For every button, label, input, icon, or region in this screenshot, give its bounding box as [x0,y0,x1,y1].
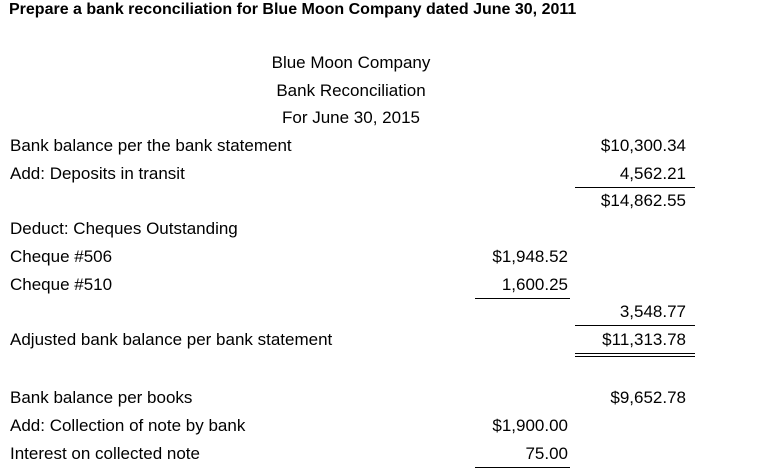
adjusted-bank-value: $11,313.78 [602,330,686,349]
book-balance-value: $9,652.78 [610,388,686,407]
cheques-underline [475,298,570,299]
bank-balance-value: $10,300.34 [600,136,686,155]
adjusted-double-underline [575,353,695,357]
bank-balance-label: Bank balance per the bank statement [10,136,292,155]
deposits-underline [575,187,695,188]
deposits-value: 4,562.21 [619,164,686,183]
question-title: Prepare a bank reconciliation for Blue Moon Company dated June 30, 2011 [9,1,577,18]
deduct-label: Deduct: Cheques Outstanding [10,219,238,238]
interest-underline [475,467,570,468]
book-balance-label: Bank balance per books [10,388,193,407]
interest-value: 75.00 [525,444,568,463]
bank-subtotal-value: $14,862.55 [600,191,686,210]
note-collection-label: Add: Collection of note by bank [10,416,246,435]
statement-date: For June 30, 2015 [282,108,420,127]
cheque-510-value: 1,600.25 [501,275,568,294]
cheque-510-label: Cheque #510 [10,275,113,294]
cheque-506-label: Cheque #506 [10,247,113,266]
cheques-total-underline [575,325,695,326]
company-name: Blue Moon Company [271,53,431,72]
cheque-506-value: $1,948.52 [492,247,568,266]
statement-name: Bank Reconciliation [276,81,426,100]
interest-label: Interest on collected note [10,444,200,463]
adjusted-bank-label: Adjusted bank balance per bank statement [10,330,333,349]
note-collection-value: $1,900.00 [492,416,568,435]
cheques-total-value: 3,548.77 [619,302,686,321]
deposits-label: Add: Deposits in transit [10,164,185,183]
